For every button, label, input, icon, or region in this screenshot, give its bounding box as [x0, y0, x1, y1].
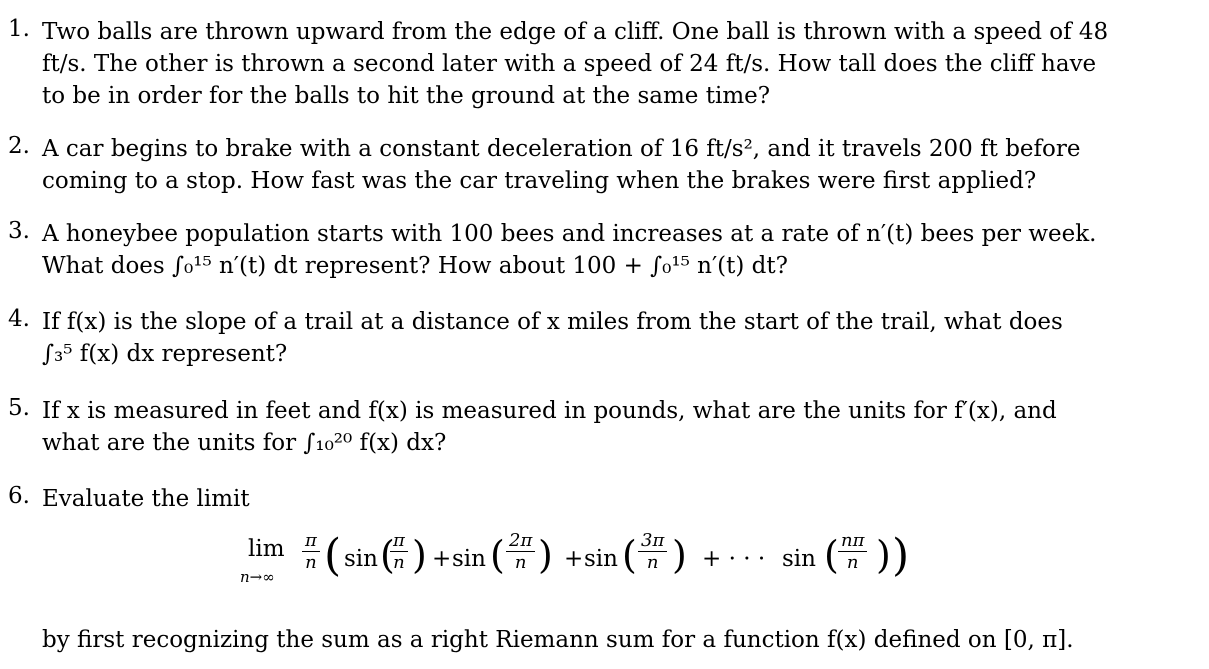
lim-operator: lim [248, 536, 285, 562]
pi-over-n-fraction [302, 530, 320, 573]
problem-text [42, 483, 1132, 515]
left-paren: ( [824, 533, 839, 577]
problem-line: If x is measured in feet and f(x) is measured in pounds, what are the units for f′(x), and [42, 398, 1057, 424]
sin-function: sin [452, 546, 486, 572]
fraction-numerator: nπ [838, 530, 867, 552]
problem-number: 6. [8, 483, 30, 509]
fraction-numerator: 2π [506, 530, 535, 552]
sin-function: sin [584, 546, 618, 572]
term-fraction [506, 530, 535, 573]
problem-number: 1. [8, 16, 30, 42]
left-paren: ( [622, 533, 637, 577]
fraction-denominator: n [305, 552, 317, 573]
fraction-denominator: n [646, 552, 659, 573]
problem-line: what are the units for ∫₁₀²⁰ f(x) dx? [42, 430, 447, 456]
problem-text [42, 395, 1132, 459]
plus-sign: + [432, 546, 452, 572]
fraction-denominator: n [846, 552, 859, 573]
term-fraction [638, 530, 667, 573]
problem-number: 4. [8, 306, 30, 332]
fraction-numerator: π [302, 530, 320, 552]
fraction-denominator: n [393, 552, 405, 573]
problem-text [42, 218, 1132, 282]
fraction-numerator: 3π [638, 530, 667, 552]
outer-left-paren: ( [324, 530, 342, 581]
problem-line: ft/s. The other is thrown a second later with a speed of 24 ft/s. How tall does the cliff have [42, 51, 1097, 77]
left-paren: ( [380, 533, 395, 577]
outer-right-paren: ) [892, 530, 910, 581]
term-fraction [390, 530, 408, 573]
right-paren: ) [412, 533, 427, 577]
problem-line: coming to a stop. How fast was the car traveling when the brakes were first applied? [42, 168, 1037, 194]
problem-line: A honeybee population starts with 100 bees and increases at a rate of n′(t) bees per week. [42, 221, 1097, 247]
problem-number: 2. [8, 133, 30, 159]
problem-text [42, 624, 1132, 656]
problem-line: Evaluate the limit [42, 486, 250, 512]
lim-subscript: n→∞ [240, 568, 275, 586]
right-paren: ) [538, 533, 553, 577]
problem-text [42, 306, 1132, 370]
problem-line: If f(x) is the slope of a trail at a distance of x miles from the start of the trail, what does [42, 309, 1063, 335]
right-paren: ) [672, 533, 687, 577]
limit-expression [240, 528, 960, 598]
problem-number: 5. [8, 395, 30, 421]
right-paren: ) [876, 533, 891, 577]
left-paren: ( [490, 533, 505, 577]
problem-line: ∫₃⁵ f(x) dx represent? [42, 341, 288, 367]
problem-line: by first recognizing the sum as a right Riemann sum for a function f(x) defined on [0, π]. [42, 627, 1074, 653]
plus-sign: + [564, 546, 584, 572]
sin-function: sin [344, 546, 378, 572]
sin-function: sin [782, 546, 816, 572]
problem-line: Two balls are thrown upward from the edge of a cliff. One ball is thrown with a speed of 48 [42, 19, 1109, 45]
problem-line: A car begins to brake with a constant deceleration of 16 ft/s², and it travels 200 ft before [42, 136, 1081, 162]
fraction-numerator: π [390, 530, 408, 552]
problem-line: What does ∫₀¹⁵ n′(t) dt represent? How about 100 + ∫₀¹⁵ n′(t) dt? [42, 253, 788, 279]
term-fraction [838, 530, 867, 573]
ellipsis-sum: + · · · [702, 546, 766, 572]
problem-number: 3. [8, 218, 30, 244]
problem-text [42, 133, 1132, 197]
fraction-denominator: n [514, 552, 527, 573]
problem-text [42, 16, 1132, 112]
problem-line: to be in order for the balls to hit the ground at the same time? [42, 83, 771, 109]
